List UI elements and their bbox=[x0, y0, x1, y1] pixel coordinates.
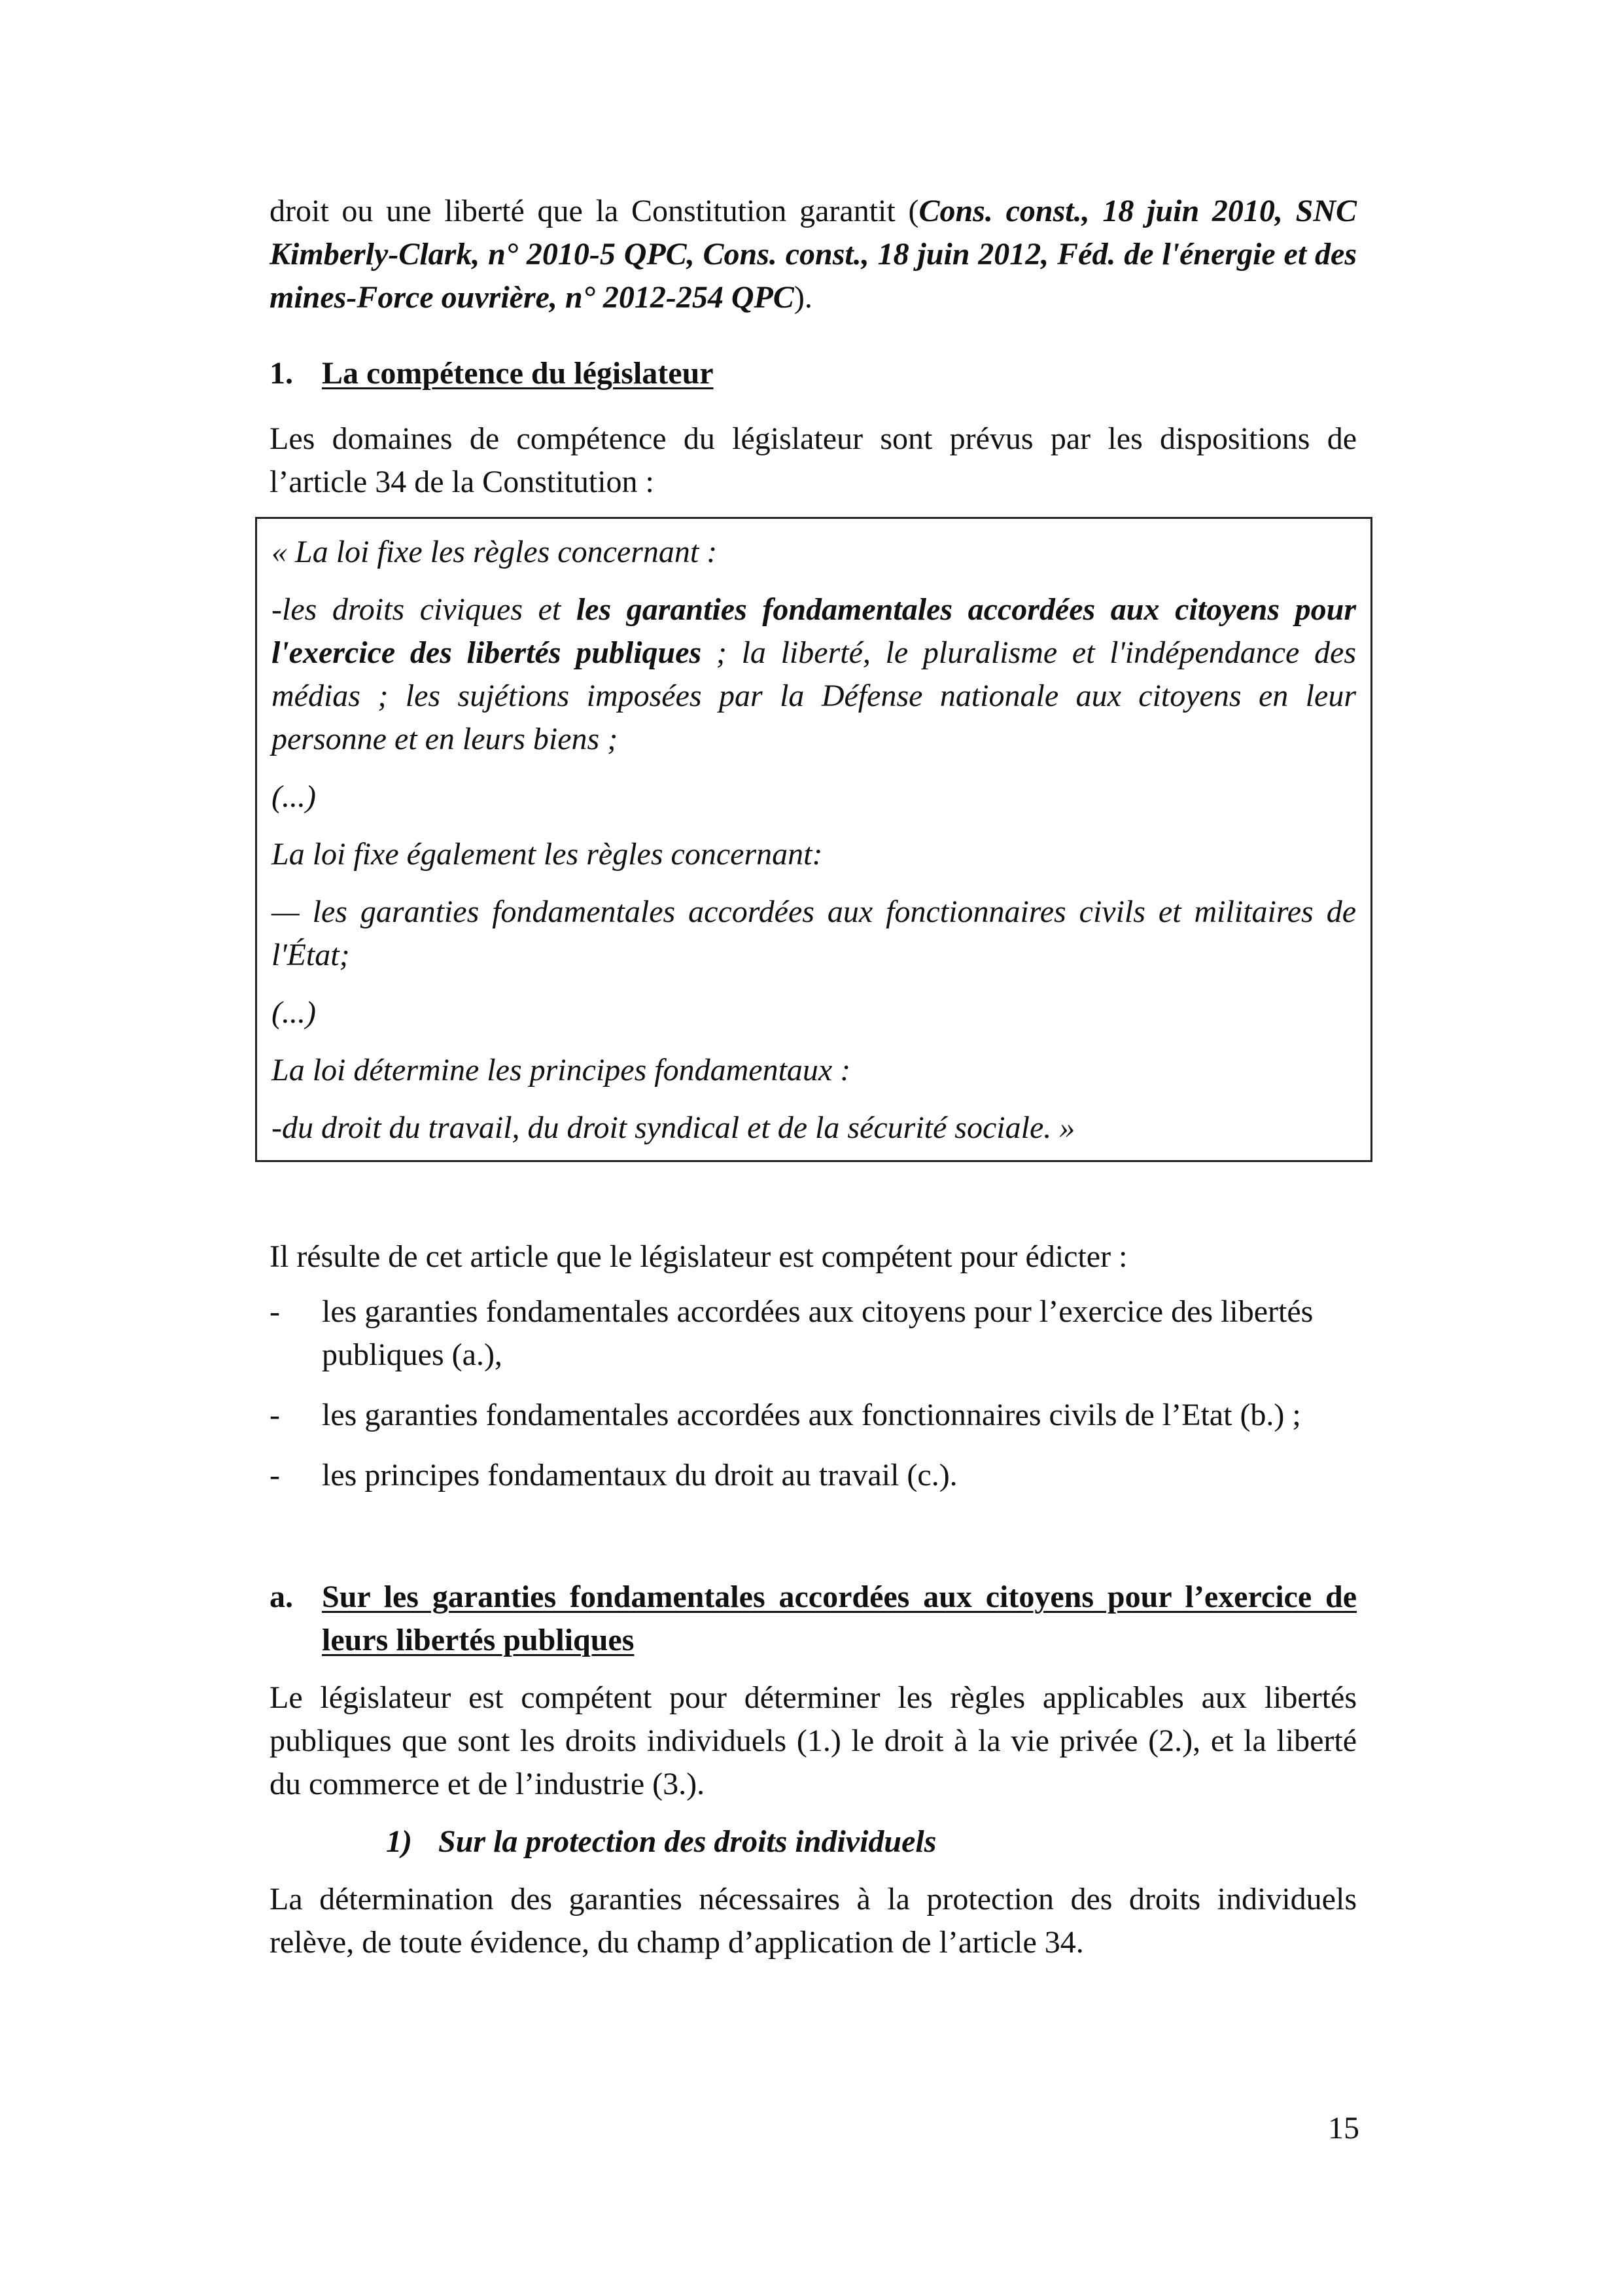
sub-subsection-paragraph: La détermination des garanties nécessaires à la protection des droits individuels relève, de toute évidence, du champ d’application de l’article 34. bbox=[270, 1882, 1357, 1960]
quote-line: -du droit du travail, du droit syndical et de la sécurité sociale. » bbox=[271, 1110, 1075, 1145]
quote-line: La loi fixe également les règles concernant: bbox=[271, 837, 823, 872]
list-dash: - bbox=[270, 1294, 280, 1329]
quote-ellipsis: (...) bbox=[271, 779, 316, 814]
sub-subsection-number: 1) bbox=[386, 1824, 412, 1859]
competence-list bbox=[270, 1290, 1357, 1497]
list-dash: - bbox=[270, 1398, 280, 1432]
quote-emphasis: les garanties fondamentales accordées aux citoyens pour l'exercice des libertés publiques bbox=[271, 592, 1356, 670]
sub-subsection-heading-1 bbox=[270, 1820, 1357, 1863]
result-intro: Il résulte de cet article que le législateur est compétent pour édicter : bbox=[270, 1239, 1128, 1274]
list-dash: - bbox=[270, 1458, 280, 1492]
subsection-title: Sur les garanties fondamentales accordées aux citoyens pour l’exercice de leurs libertés publiques bbox=[322, 1580, 1357, 1657]
subsection-letter: a. bbox=[270, 1580, 293, 1614]
section-number: 1. bbox=[270, 356, 293, 391]
section-intro: Les domaines de compétence du législateur sont prévus par les dispositions de l’article 34 de la Constitution : bbox=[270, 421, 1357, 499]
list-item: - les garanties fondamentales accordées aux citoyens pour l’exercice des libertés publiques (a.), bbox=[270, 1290, 1357, 1377]
intro-paragraph: droit ou une liberté que la Constitution garantit (Cons. const., 18 juin 2010, SNC Kimberly-Clark, n° 2010-5 QPC, Cons. const., 18 juin 2012, Féd. de l'énergie et des mines-Force ouvrière, n° 2012-254 QPC). bbox=[270, 194, 1357, 315]
quote-ellipsis: (...) bbox=[271, 995, 316, 1030]
quote-line: La loi détermine les principes fondamentaux : bbox=[271, 1053, 851, 1087]
quote-line: -les droits civiques et les garanties fondamentales accordées aux citoyens pour l'exercice des libertés publiques ; la liberté, le pluralisme et l'indépendance des médias ; les sujétions imposées par la Défense nationale aux citoyens en leur personne et en leurs biens ; bbox=[271, 592, 1357, 756]
article-34-quote bbox=[255, 517, 1372, 1162]
page-number: 15 bbox=[1328, 2111, 1359, 2146]
subsection-heading-a bbox=[270, 1576, 1357, 1662]
quote-line: — les garanties fondamentales accordées aux fonctionnaires civils et militaires de l'État; bbox=[271, 894, 1356, 972]
section-title: La compétence du législateur bbox=[322, 356, 714, 391]
quote-line: « La loi fixe les règles concernant : bbox=[271, 535, 718, 569]
section-heading-1 bbox=[270, 352, 1357, 395]
document-page bbox=[270, 190, 1357, 1977]
list-item: - les principes fondamentaux du droit au travail (c.). bbox=[270, 1454, 1357, 1497]
subsection-paragraph: Le législateur est compétent pour déterminer les règles applicables aux libertés publiques que sont les droits individuels (1.) le droit à la vie privée (2.), et la liberté du commerce et de l’industrie (3.). bbox=[270, 1680, 1357, 1801]
sub-subsection-title: Sur la protection des droits individuels bbox=[438, 1824, 937, 1859]
list-item: - les garanties fondamentales accordées aux fonctionnaires civils de l’Etat (b.) ; bbox=[270, 1394, 1357, 1437]
case-citation: Cons. const., 18 juin 2010, SNC Kimberly-Clark, n° 2010-5 QPC, Cons. const., 18 juin 2012, Féd. de l'énergie et des mines-Force ouvrière, n° 2012-254 QPC bbox=[270, 194, 1357, 315]
